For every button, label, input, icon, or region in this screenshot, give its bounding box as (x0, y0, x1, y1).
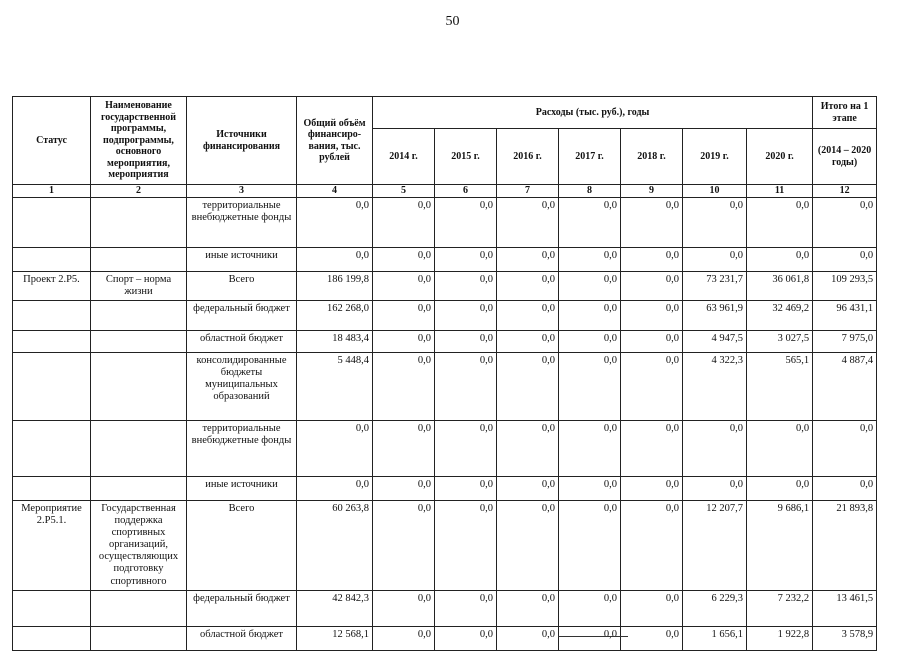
column-number: 10 (683, 185, 747, 198)
year-value-cell: 0,0 (621, 272, 683, 301)
header-year: 2018 г. (621, 129, 683, 185)
name-cell (91, 477, 187, 501)
year-value-cell: 6 229,3 (683, 590, 747, 626)
year-value-cell: 0,0 (497, 272, 559, 301)
year-value-cell: 0,0 (559, 353, 621, 421)
status-cell (13, 248, 91, 272)
year-value-cell: 0,0 (497, 301, 559, 331)
year-value-cell: 0,0 (373, 501, 435, 590)
total-cell: 0,0 (297, 248, 373, 272)
year-value-cell: 0,0 (497, 477, 559, 501)
year-value-cell: 0,0 (497, 331, 559, 353)
total-cell: 186 199,8 (297, 272, 373, 301)
status-cell (13, 421, 91, 477)
year-value-cell: 0,0 (747, 421, 813, 477)
itogo-cell: 0,0 (813, 248, 877, 272)
year-value-cell: 0,0 (497, 248, 559, 272)
year-value-cell: 0,0 (373, 248, 435, 272)
source-cell: областной бюджет (187, 626, 297, 650)
status-cell (13, 301, 91, 331)
year-value-cell: 0,0 (497, 198, 559, 248)
year-value-cell: 0,0 (373, 353, 435, 421)
table-row (13, 590, 877, 626)
year-value-cell: 0,0 (373, 272, 435, 301)
year-value-cell: 0,0 (373, 626, 435, 650)
itogo-cell: 109 293,5 (813, 272, 877, 301)
year-value-cell: 4 322,3 (683, 353, 747, 421)
year-value-cell: 0,0 (747, 198, 813, 248)
year-value-cell: 0,0 (559, 501, 621, 590)
header-expenses: Расходы (тыс. руб.), годы (373, 97, 813, 129)
name-cell (91, 353, 187, 421)
year-value-cell: 73 231,7 (683, 272, 747, 301)
year-value-cell: 0,0 (497, 501, 559, 590)
year-value-cell: 565,1 (747, 353, 813, 421)
year-value-cell: 1 656,1 (683, 626, 747, 650)
header-year: 2016 г. (497, 129, 559, 185)
year-value-cell: 0,0 (683, 477, 747, 501)
year-value-cell: 0,0 (435, 248, 497, 272)
source-cell: территориальные внебюджетные фонды (187, 421, 297, 477)
header-total: Общий объём финансиро-вания, тыс. рублей (297, 97, 373, 185)
year-value-cell: 0,0 (435, 590, 497, 626)
year-value-cell: 9 686,1 (747, 501, 813, 590)
year-value-cell: 0,0 (621, 248, 683, 272)
name-cell (91, 198, 187, 248)
itogo-cell: 0,0 (813, 477, 877, 501)
total-cell: 42 842,3 (297, 590, 373, 626)
year-value-cell: 0,0 (683, 421, 747, 477)
column-number: 8 (559, 185, 621, 198)
header-year: 2015 г. (435, 129, 497, 185)
column-number: 2 (91, 185, 187, 198)
status-cell (13, 590, 91, 626)
year-value-cell: 0,0 (373, 477, 435, 501)
name-cell (91, 248, 187, 272)
column-number: 11 (747, 185, 813, 198)
column-number: 5 (373, 185, 435, 198)
itogo-cell: 13 461,5 (813, 590, 877, 626)
year-value-cell: 0,0 (435, 501, 497, 590)
year-value-cell: 4 947,5 (683, 331, 747, 353)
page-number: 50 (445, 14, 460, 29)
itogo-cell: 4 887,4 (813, 353, 877, 421)
year-value-cell: 0,0 (559, 198, 621, 248)
financing-table (12, 96, 877, 651)
status-cell (13, 353, 91, 421)
year-value-cell: 0,0 (747, 477, 813, 501)
total-cell: 5 448,4 (297, 353, 373, 421)
source-cell: иные источники (187, 477, 297, 501)
column-number: 3 (187, 185, 297, 198)
table-row (13, 248, 877, 272)
name-cell (91, 421, 187, 477)
year-value-cell: 0,0 (559, 331, 621, 353)
column-number: 6 (435, 185, 497, 198)
year-value-cell: 0,0 (497, 421, 559, 477)
total-cell: 0,0 (297, 198, 373, 248)
year-value-cell: 0,0 (621, 590, 683, 626)
header-year: 2020 г. (747, 129, 813, 185)
year-value-cell: 0,0 (373, 331, 435, 353)
year-value-cell: 0,0 (683, 198, 747, 248)
status-cell (13, 626, 91, 650)
header-year: 2019 г. (683, 129, 747, 185)
name-cell: Государственная поддержка спортивных организаций, осуществляющих подготовку спортивного (91, 501, 187, 590)
name-cell (91, 626, 187, 650)
header-year: 2017 г. (559, 129, 621, 185)
year-value-cell: 0,0 (497, 353, 559, 421)
source-cell: консолидированные бюджеты муниципальных образований (187, 353, 297, 421)
year-value-cell: 3 027,5 (747, 331, 813, 353)
name-cell (91, 331, 187, 353)
source-cell: Всего (187, 272, 297, 301)
itogo-cell: 21 893,8 (813, 501, 877, 590)
total-cell: 18 483,4 (297, 331, 373, 353)
column-number: 12 (813, 185, 877, 198)
itogo-cell: 7 975,0 (813, 331, 877, 353)
column-number: 4 (297, 185, 373, 198)
header-name: Наименование государственной программы, подпрограммы, основного мероприятия, мероприятия (91, 97, 187, 185)
year-value-cell: 0,0 (497, 626, 559, 650)
year-value-cell: 0,0 (435, 272, 497, 301)
year-value-cell: 0,0 (373, 301, 435, 331)
name-cell (91, 301, 187, 331)
year-value-cell: 0,0 (621, 501, 683, 590)
itogo-cell: 3 578,9 (813, 626, 877, 650)
header-itogo-period: (2014 – 2020 годы) (813, 129, 877, 185)
status-cell: Мероприятие 2.Р5.1. (13, 501, 91, 590)
year-value-cell: 0,0 (559, 477, 621, 501)
year-value-cell: 0,0 (621, 301, 683, 331)
source-cell: областной бюджет (187, 331, 297, 353)
itogo-cell: 0,0 (813, 198, 877, 248)
total-cell: 0,0 (297, 477, 373, 501)
total-cell: 60 263,8 (297, 501, 373, 590)
year-value-cell: 0,0 (373, 590, 435, 626)
column-number: 7 (497, 185, 559, 198)
itogo-cell: 0,0 (813, 421, 877, 477)
year-value-cell: 0,0 (559, 272, 621, 301)
total-cell: 12 568,1 (297, 626, 373, 650)
year-value-cell: 0,0 (497, 590, 559, 626)
year-value-cell: 63 961,9 (683, 301, 747, 331)
year-value-cell: 0,0 (747, 248, 813, 272)
year-value-cell: 0,0 (621, 626, 683, 650)
table-row (13, 353, 877, 421)
header-status: Статус (13, 97, 91, 185)
total-cell: 162 268,0 (297, 301, 373, 331)
source-cell: территориальные внебюджетные фонды (187, 198, 297, 248)
table-row (13, 331, 877, 353)
year-value-cell: 0,0 (435, 301, 497, 331)
year-value-cell: 0,0 (559, 301, 621, 331)
year-value-cell: 0,0 (621, 477, 683, 501)
year-value-cell: 1 922,8 (747, 626, 813, 650)
footnote-rule (558, 636, 628, 637)
year-value-cell: 0,0 (559, 248, 621, 272)
table-row (13, 198, 877, 248)
table-row (13, 626, 877, 650)
year-value-cell: 32 469,2 (747, 301, 813, 331)
year-value-cell: 0,0 (559, 590, 621, 626)
year-value-cell: 0,0 (435, 353, 497, 421)
column-number: 1 (13, 185, 91, 198)
header-itogo: Итого на 1 этапе (813, 97, 877, 129)
table-row (13, 301, 877, 331)
column-number: 9 (621, 185, 683, 198)
year-value-cell: 0,0 (435, 331, 497, 353)
year-value-cell: 0,0 (373, 421, 435, 477)
source-cell: федеральный бюджет (187, 590, 297, 626)
year-value-cell: 0,0 (621, 353, 683, 421)
table-body (13, 198, 877, 651)
status-cell (13, 477, 91, 501)
table-header (13, 97, 877, 198)
itogo-cell: 96 431,1 (813, 301, 877, 331)
year-value-cell: 0,0 (435, 198, 497, 248)
header-year: 2014 г. (373, 129, 435, 185)
year-value-cell: 36 061,8 (747, 272, 813, 301)
year-value-cell: 0,0 (621, 421, 683, 477)
year-value-cell: 0,0 (373, 198, 435, 248)
column-numbers-row (13, 185, 877, 198)
name-cell (91, 590, 187, 626)
status-cell (13, 198, 91, 248)
year-value-cell: 0,0 (435, 626, 497, 650)
table-row (13, 421, 877, 477)
year-value-cell: 0,0 (559, 626, 621, 650)
year-value-cell: 0,0 (559, 421, 621, 477)
year-value-cell: 0,0 (435, 477, 497, 501)
status-cell: Проект 2.Р5. (13, 272, 91, 301)
header-sources: Источники финансирования (187, 97, 297, 185)
table-row (13, 272, 877, 301)
status-cell (13, 331, 91, 353)
year-value-cell: 0,0 (621, 331, 683, 353)
year-value-cell: 0,0 (683, 248, 747, 272)
year-value-cell: 0,0 (435, 421, 497, 477)
source-cell: федеральный бюджет (187, 301, 297, 331)
year-value-cell: 12 207,7 (683, 501, 747, 590)
source-cell: Всего (187, 501, 297, 590)
table-row (13, 477, 877, 501)
year-value-cell: 0,0 (621, 198, 683, 248)
name-cell: Спорт – норма жизни (91, 272, 187, 301)
source-cell: иные источники (187, 248, 297, 272)
total-cell: 0,0 (297, 421, 373, 477)
year-value-cell: 7 232,2 (747, 590, 813, 626)
table-row (13, 501, 877, 590)
